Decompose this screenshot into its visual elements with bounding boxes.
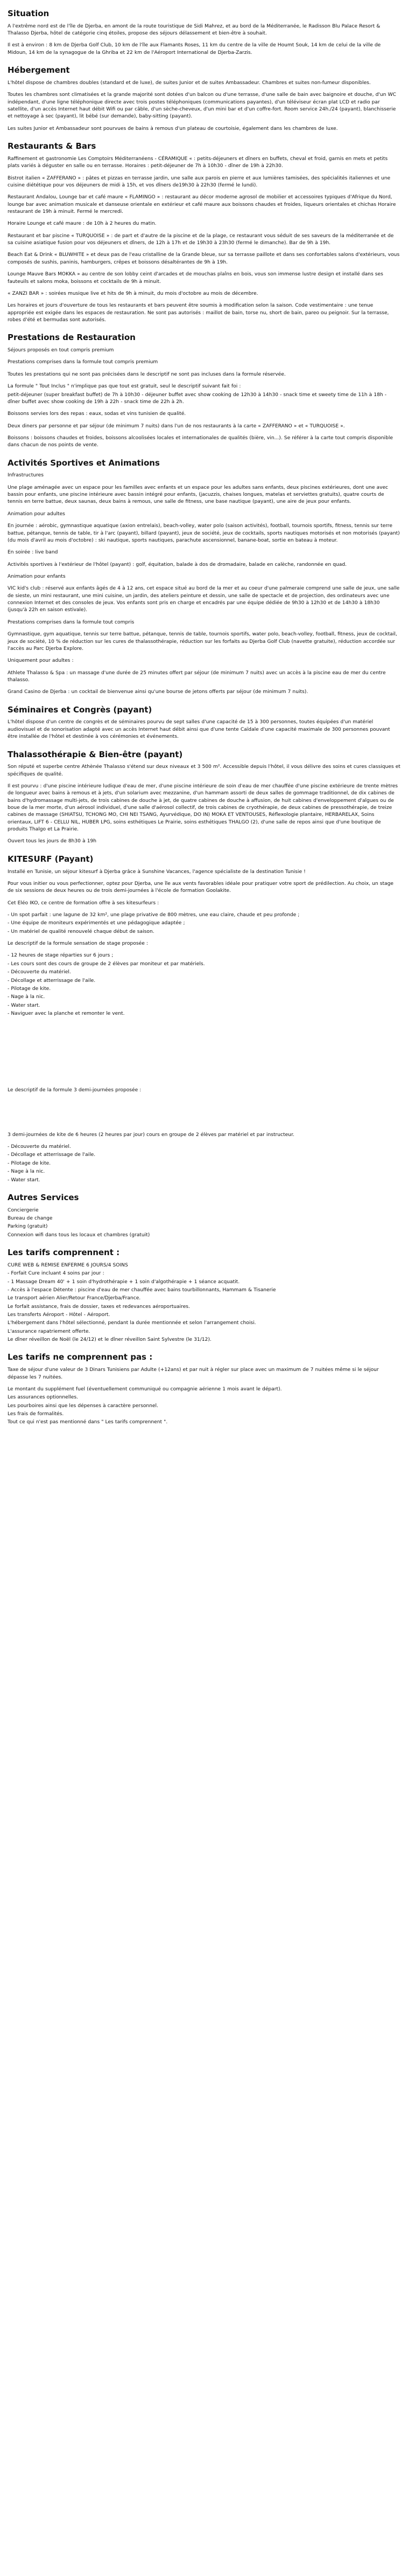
section-heading-tarifs-comprennent: Les tarifs comprennent :	[8, 1248, 120, 1258]
list-item: Les pourboires ainsi que les dépenses à caractère personnel.	[8, 1403, 158, 1409]
list-item: L'assurance rapatriement offerte.	[8, 1328, 90, 1334]
paragraph: VIC kid's club : réservé aux enfants âgés de 4 à 12 ans, cet espace situé au bord de la mer et au coeur d'une palmeraie comprend une salle de jeux, une salle de sieste, un mini restaurant, une mini cuisine, un jardin, des ateliers peinture et dessin, une salle de spectacle et de projection, des ordinateurs avec une connexion Internet et des consoles de jeux. Vos enfants sont pris en charge et encadrés par une équipe dédiée de 9h30 à 12h30 et de 14h30 à 18h30 (jusqu'à 22h en saison estivale).	[8, 586, 400, 613]
paragraph: Boissons servies lors des repas : eaux, sodas et vins tunisien de qualité.	[8, 411, 186, 417]
list-item: Connexion wifi dans tous les locaux et chambres (gratuit)	[8, 1232, 150, 1238]
list-item: Les frais de formalités.	[8, 1411, 64, 1417]
paragraph: Athlete Thalasso & Spa : un massage d'une durée de 25 minutes offert par séjour (de minimum 7 nuits) avec un accès à la piscine eau de mer du centre thalasso.	[8, 670, 386, 683]
subheading-animation-enfants: Animation pour enfants	[8, 574, 66, 579]
paragraph: Bistrot italien « ZAFFERANO » : pâtes et pizzas en terrasse jardin, une salle aux parois en pierre et aux lumières tamisées, des spécialités italiennes et une cuisine diététique pour vos déjeuners de midi à 15h, et vos dîners de19h30 à 22h30 (fermé le lundi).	[8, 175, 391, 188]
paragraph: Les suites Junior et Ambassadeur sont pourvues de bains à remous d'un plateau de courtoisie, également dans les chambres de luxe.	[8, 126, 338, 131]
paragraph: Cet Eléo IKO, ce centre de formation offre à ses kitesurfeurs :	[8, 900, 159, 906]
paragraph: L'hôtel dispose d'un centre de congrès et de séminaires pourvu de sept salles d'une capacité de 15 à 300 personnes, toutes équipées d'un matériel audiovisuel et de sonorisation adapté avec un accès Internet haut débit ainsi que d'une tente Caïdale d'une capacité maximale de 300 personnes pouvant être installée de l'hôtel et destinée à vos cérémonies et événements.	[8, 719, 390, 740]
paragraph: Il est à environ : 8 km de Djerba Golf Club, 10 km de l'île aux Flamants Roses, 11 km du centre de la ville de Houmt Souk, 14 km de celui de la ville de Midoun, 14 km de la synagogue de la Ghriba et 22 km de l'Aéroport International de Djerba-Zarzis.	[8, 43, 381, 56]
list-item: Le montant du supplément fuel (éventuellement communiqué ou compagnie aérienne 1 mois avant le départ).	[8, 1386, 282, 1392]
paragraph: Prestations comprises dans la formule tout compris premium	[8, 359, 158, 365]
paragraph: Uniquement pour adultes :	[8, 658, 74, 664]
section-heading-seminaires: Séminaires et Congrès (payant)	[8, 704, 152, 715]
list-item: Parking (gratuit)	[8, 1224, 48, 1230]
list-item: Le transport aérien Alier/Retour France/Djerba/France.	[8, 1296, 141, 1301]
paragraph: En soirée : live band	[8, 550, 58, 556]
paragraph: L'hôtel dispose de chambres doubles (standard et de luxe), de suites Junior et de suites Ambassadeur. Chambres et suites non-fumeur disponibles.	[8, 80, 371, 86]
paragraph: Le descriptif de la formule 3 demi-journées proposée :	[8, 1088, 142, 1093]
section-heading-situation: Situation	[8, 9, 50, 18]
paragraph: Ouvert tous les jours de 8h30 à 19h	[8, 839, 97, 844]
list-item: - Water start.	[8, 1002, 40, 1008]
paragraph: Séjours proposés en tout compris premium	[8, 348, 114, 354]
section-heading-kitesurf: KITESURF (Payant)	[8, 854, 94, 864]
paragraph: petit-déjeuner (super breakfast buffet) de 7h à 10h30 - déjeuner buffet avec show cooking de 12h30 à 14h30 - snack time et sweety time de 11h à 18h - dîner buffet avec show cooking de 19h à 22h - snack time de 22h à 2h.	[8, 392, 387, 405]
paragraph: Son réputé et superbe centre Athènée Thalasso s'étend sur deux niveaux et 3 500 m². Accessible depuis l'hôtel, il vous délivre des soins et cures classiques et spécifiques de qualité.	[8, 764, 400, 777]
paragraph: Une plage aménagée avec un espace pour les familles avec enfants et un espace pour les adultes sans enfants, deux piscines extérieures, dont une avec bassin pour enfants, une piscine intérieure avec bassin intégré pour enfants, (jacuzzis, chaises longues, matelas et serviettes gratuits), quatre courts de tennis en terre battue, deux saunas, deux bains à remous, une salle de fitness, une base nautique (payant), une aire de jeux pour enfants.	[8, 484, 389, 505]
list-item: - Un spot parfait : une lagune de 32 km², une plage privative de 800 mètres, une eau claire, chaude et peu profonde ;	[8, 912, 300, 918]
list-item: L'hébergement dans l'hôtel sélectionné, pendant la durée mentionnée et selon l'arrangement choisi.	[8, 1320, 256, 1326]
list-item: Le forfait assistance, frais de dossier, taxes et redevances aéroportuaires.	[8, 1304, 190, 1310]
paragraph: Lounge Mauve Bars MOKKA » au centre de son lobby ceint d'arcades et de mouchas plaîns en bois, vous son immense lustre design et installé dans ses fauteuils et salons moka, boissons et cocktails de 9h à minuit.	[8, 272, 383, 285]
paragraph: Restaurant Andalou, Lounge bar et café maure « FLAMINGO » : restaurant au décor moderne agrosol de mobilier et accessoires typiques d'Afrique du Nord, lounge bar avec animation musicale et danseuse orientale en extérieur et café maure aux boissons chaudes et froides, liqueurs orientales et chichas Horaire restaurant de 19h à minuit. Fermé le mercredi.	[8, 195, 396, 214]
section-heading-restaurants: Restaurants & Bars	[8, 141, 96, 151]
list-item: - Naviguer avec la planche et remonter le vent.	[8, 1010, 125, 1016]
list-item: Tout ce qui n'est pas mentionné dans " Les tarifs comprennent ".	[8, 1419, 168, 1425]
paragraph: Installé en Tunisie, un séjour kitesurf à Djerba grâce à Sunshine Vacances, l'agence spécialiste de la destination Tunisie !	[8, 869, 306, 875]
paragraph: Toutes les chambres sont climatisées et la grande majorité sont dotées d'un balcon ou d'une terrasse, d'une salle de bain avec baignoire et douche, d'un WC indépendant, d'une ligne téléphonique directe avec trois postes téléphoniques (communications payantes), d'un téléviseur écran plat LCD et radio par satellite, d'un accès Internet haut débit Wifi ou par câble, d'un sèche-cheveux, d'un mini bar et d'un coffre-fort. Room service 24h./24 (payant), blanchisserie et nettoyage à sec (payant), lit bébé (sur demande), baby-sitting (payant).	[8, 92, 396, 120]
paragraph: Beach Eat & Drink « BLUWHITE » et deux pas de l'eau cristalline de la Grande bleue, sur sa terrasse paillote et dans ses confortables salons d'extérieurs, vous composés de sushis, paninis, hamburgers, crêpes et boissons désaltérantes de 9h à 19h.	[8, 252, 400, 265]
list-item: - 1 Massage Dream 40' + 1 soin d'hydrothérapie + 1 soin d'algothérapie + 1 séance acquatit.	[8, 1279, 240, 1285]
paragraph: 3 demi-journées de kite de 6 heures (2 heures par jour) cours en groupe de 2 élèves par matériel et par instructeur.	[8, 1132, 294, 1138]
list-item: Le dîner réveillon de Noël (le 24/12) et le dîner réveillon Saint Sylvestre (le 31/12).	[8, 1337, 212, 1343]
list-item: - Décollage et atterrissage de l'aile.	[8, 1152, 96, 1158]
list-item: Conciergerie	[8, 1207, 39, 1213]
document-page	[0, 9, 408, 1444]
list-item: - Pilotage de kite.	[8, 986, 51, 992]
paragraph: Deux diners par personne et par séjour (de minimum 7 nuits) dans l'un de nos restaurants à la carte « ZAFFERANO » et « TURQUOISE ».	[8, 423, 345, 429]
list-item: - Nage à la nic.	[8, 994, 45, 1000]
paragraph: Toutes les prestations qui ne sont pas précisées dans le descriptif ne sont pas incluses dans la formule réservée.	[8, 371, 286, 377]
paragraph: Gymnastique, gym aquatique, tennis sur terre battue, pétanque, tennis de table, tournois sportifs, water polo, beach-volley, football, fitness, jeux de cocktail, jeux de société, 10 % de réduction sur les cures de thalassothérapie, réduction sur les forfaits au Djerba Golf Club (navette gratuite), réduction accordée sur l'accès au Parc Djerba Explore.	[8, 632, 397, 652]
list-item: CURE WEB & REMISE ENFERME 6 JOURS/4 SOINS	[8, 1262, 128, 1268]
list-item: - Nage à la nic.	[8, 1169, 45, 1175]
section-heading-autres-services: Autres Services	[8, 1192, 79, 1202]
paragraph: Les horaires et jours d'ouverture de tous les restaurants et bars peuvent être soumis à modification selon la saison. Code vestimentaire : une tenue appropriée est exigée dans les espaces de restauration. Ne sont pas autorisés : maillot de bain, torse nu, short de bain, pareo ou peignoir. Sur la terrasse, robes d'été et bermudas sont autorisés.	[8, 303, 389, 323]
paragraph: La formule " Tout Inclus " n'implique pas que tout est gratuit, seul le descriptif suivant fait foi :	[8, 384, 241, 390]
list-item: Bureau de change	[8, 1215, 53, 1221]
paragraph: Raffinement et gastronomie Les Comptoirs Méditerranéens - CÉRAMIQUE « : petits-déjeuners et dîners en buffets, cheval et froid, garnis en mets et petits plats variés à déguster en salle ou en terrasse. Horaires : petit-déjeuner de 7h à 10h30 - dîner de 19h à 22h30.	[8, 156, 388, 169]
list-item: - Découverte du matériel.	[8, 1144, 71, 1150]
list-item: Les transferts Aéroport - Hôtel - Aéroport.	[8, 1312, 110, 1318]
section-heading-hebergement: Hébergement	[8, 65, 70, 75]
list-item: - Un matériel de qualité renouvelé chaque début de saison.	[8, 929, 154, 934]
paragraph: Boissons : boissons chaudes et froides, boissons alcoolisées locales et internationales de qualités (bière, vin...). Se référer à la carte tout compris disponible dans chacun de nos points de vente.	[8, 435, 393, 448]
paragraph: Prestations comprises dans la formule tout compris	[8, 619, 135, 625]
blank-area	[8, 1022, 400, 1087]
list-item: - Pilotage de kite.	[8, 1160, 51, 1166]
list-item: Les assurances optionnelles.	[8, 1395, 79, 1401]
blank-area	[8, 1099, 400, 1132]
paragraph: En journée : aérobic, gymnastique aquatique (axion entrelais), beach-volley, water polo (saison activités), football, tournois sportifs, fitness, tennis sur terre battue, pétanque, tennis de table, tir à l'arc (payant), billard (payant), jeux de société, jeux de cocktails, sports nautiques motorisés et non motorisés (payant) (du mois d'avril au mois d'octobre) : ski nautique, sports nautiques, parachute ascensionnel, banane-boat, sortie en bateau à moteur.	[8, 523, 400, 543]
section-heading-activites: Activités Sportives et Animations	[8, 458, 160, 468]
section-heading-prestations: Prestations de Restauration	[8, 333, 136, 343]
paragraph: Taxe de séjour d'une valeur de 3 Dinars Tunisiens par Adulte (+12ans) et par nuit à régler sur place avec un maximum de 7 nuitées même si le séjour dépasse les 7 nuitées.	[8, 1367, 379, 1380]
list-item: - Forfait Cure incluant 4 soins par jour :	[8, 1271, 104, 1277]
list-item: - 12 heures de stage réparties sur 6 jours ;	[8, 953, 114, 959]
paragraph: Grand Casino de Djerba : un cocktail de bienvenue ainsi qu'une bourse de jetons offerts par séjour (de minimum 7 nuits).	[8, 689, 308, 695]
list-item: - Une équipe de moniteurs expérimentés et une pédagogique adaptée ;	[8, 920, 185, 926]
list-item: - Water start.	[8, 1177, 40, 1183]
paragraph: Pour vous initier ou vous perfectionner, optez pour Djerba, une île aux vents favorables idéale pour pratiquer votre sport de prédilection. Au choix, un stage de six sessions de deux heures ou de trois demi-journées à l'école de formation Goolakite.	[8, 881, 393, 894]
list-item: - Les cours sont des cours de groupe de 2 élèves par moniteur et par matériels.	[8, 961, 205, 967]
subheading-animation-adultes: Animation pour adultes	[8, 511, 65, 517]
paragraph: Le descriptif de la formule sensation de stage proposée :	[8, 941, 148, 947]
paragraph: Il est pourvu : d'une piscine intérieure ludique d'eau de mer, d'une piscine intérieure de soin d'eau de mer chauffée d'une piscine extérieure de trente mètres de longueur avec bains à remous et à jets, d'un solarium avec mezzanine, d'un hammam assorti de deux salles de gommage traditionnel, de dix cabines de bains d'hydromassage multi-jets, de trois cabines de douche à jet, de quatre cabines de douche à affusion, de huit cabines d'enveloppement d'algues ou de boue de la mer morte, d'un aérosol individuel, d'une salle d'aérosol collectif, de trois cabines de cryothérapie, de deux cabines de pressothérapie, de treize cabines de massage (SHIATSU, TCHONG MO, CHI NEI TSANG, Ayurvédique, DO IN) MOKA ET VENTOUSES, Réflexologie plantaire, HERBARELAX, Soins orientaux, LIFT 6 - CELLU NIL, HUBER LPG, soins esthétiques Le Prairie, soins esthétiques THALGO (2), d'une salle de repos ainsi que d'une boutique de produits Thalgo et La Prairie.	[8, 783, 398, 833]
section-heading-tarifs-non-compris: Les tarifs ne comprennent pas :	[8, 1352, 153, 1362]
subheading-infrastructures: Infrastructures	[8, 473, 44, 479]
list-item: - Décollage et atterrissage de l'aile.	[8, 978, 96, 984]
paragraph: Restaurant et bar piscine « TURQUOISE » : de part et d'autre de la piscine et de la plage, ce restaurant vous séduit de ses saveurs de la méditerranée et de sa cuisine asiatique fusion pour vos déjeuners et dîners, de 12h à 17h et de 19h30 à 23h30 (fermé le dimanche). Bar de 9h à 19h.	[8, 233, 394, 246]
paragraph: A l'extrême nord est de l'île de Djerba, en amont de la route touristique de Sidi Mahrez, et au bord de la Méditerranée, le Radisson Blu Palace Resort & Thalasso Djerba, hôtel de catégorie cinq étoiles, propose des séjours délassement et bien-être à souhait.	[8, 23, 381, 37]
paragraph: « ZANZI BAR » : soirées musique live et hits de 9h à minuit, du mois d'octobre au mois de décembre.	[8, 290, 258, 296]
paragraph: Activités sportives à l'extérieur de l'hôtel (payant) : golf, équitation, balade à dos de dromadaire, balade en calèche, randonnée en quad.	[8, 562, 347, 567]
paragraph: Horaire Lounge et café maure : de 10h à 2 heures du matin.	[8, 221, 157, 227]
section-heading-thalasso: Thalassothérapie & Bien-être (payant)	[8, 749, 183, 759]
list-item: - Accès à l'espace Détente : piscine d'eau de mer chauffée avec bains tourbillonnants, Hammam & Tisanerie	[8, 1287, 276, 1293]
list-item: - Découverte du matériel.	[8, 970, 71, 975]
